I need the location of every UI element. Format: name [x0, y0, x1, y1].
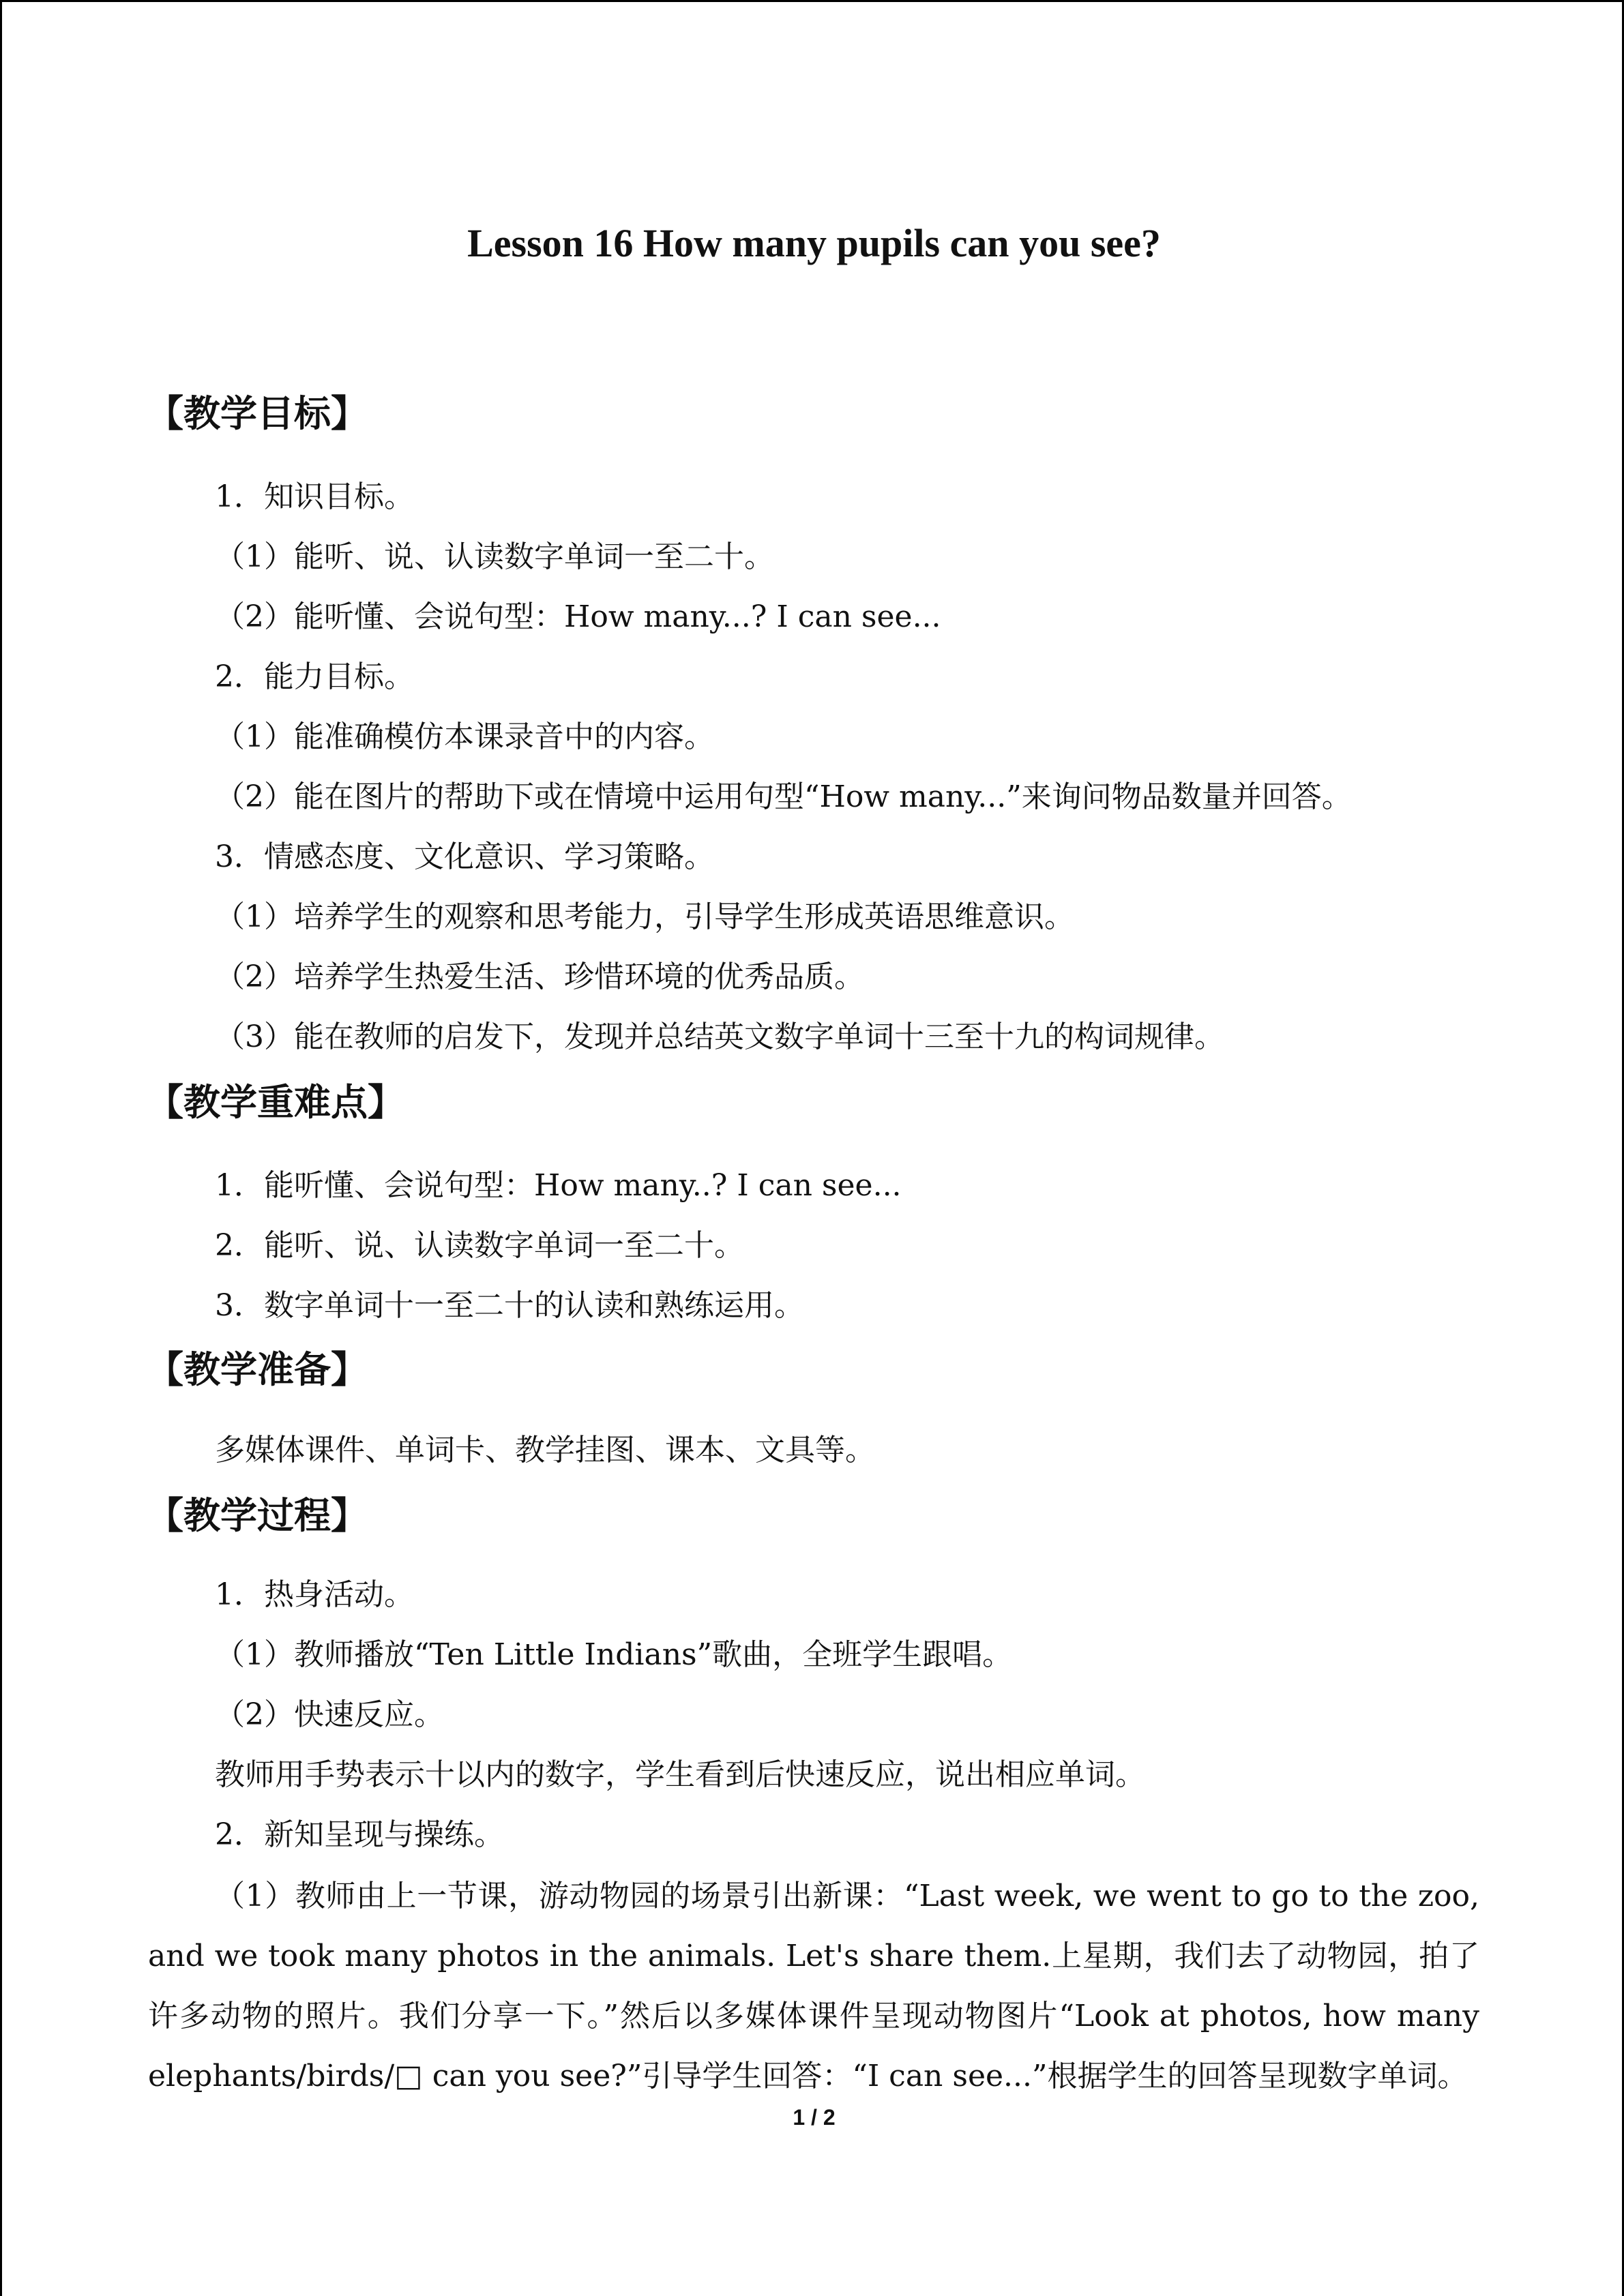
objective-line: 1．知识目标。	[215, 479, 414, 514]
key-point-line: 3．数字单词十一至二十的认读和熟练运用。	[215, 1288, 804, 1323]
objective-line: （1）能准确模仿本课录音中的内容。	[215, 719, 714, 754]
objective-line: （2）能在图片的帮助下或在情境中运用句型“How many...”来询问物品数量并回答。	[215, 779, 1352, 814]
objective-line: （1）能听、说、认读数字单词一至二十。	[215, 539, 774, 574]
process-line: （2）快速反应。	[215, 1697, 444, 1732]
document-title: Lesson 16 How many pupils can you see?	[467, 221, 1161, 265]
objective-line: （2）培养学生热爱生活、珍惜环境的优秀品质。	[215, 959, 864, 994]
process-line: 2．新知呈现与操练。	[215, 1817, 504, 1852]
key-point-line: 1．能听懂、会说句型：How many..? I can see...	[215, 1168, 902, 1203]
preparation-line: 多媒体课件、单词卡、教学挂图、课本、文具等。	[215, 1433, 875, 1467]
objective-line: （2）能听懂、会说句型：How many...? I can see...	[215, 599, 941, 634]
objective-line: （3）能在教师的启发下，发现并总结英文数字单词十三至十九的构词规律。	[215, 1019, 1224, 1054]
process-line: 教师用手势表示十以内的数字，学生看到后快速反应，说出相应单词。	[215, 1757, 1145, 1792]
process-line: （1）教师播放“Ten Little Indians”歌曲，全班学生跟唱。	[215, 1637, 1013, 1672]
objective-line: 3．情感态度、文化意识、学习策略。	[215, 839, 714, 874]
process-line: 1．热身活动。	[215, 1577, 414, 1612]
section-heading-preparation: 【教学准备】	[147, 1348, 368, 1391]
section-heading-key-points: 【教学重难点】	[147, 1081, 404, 1124]
key-point-line: 2．能听、说、认读数字单词一至二十。	[215, 1228, 744, 1263]
objective-line: 2．能力目标。	[215, 659, 414, 694]
section-heading-objectives: 【教学目标】	[147, 392, 368, 435]
process-paragraph: （1）教师由上一节课，游动物园的场景引出新课：“Last week, we went to go to the zoo, and we took many photos in the animals. Let's share them.上星期，我们去了动物园，拍了许多动物的照片。我们分享一下。”然后以多媒体课件呈现动物图片“Look at photos, how many elephants/birds/□ can you see?”引导学生回答：“I can see...”根据学生的回答呈现数字单词。	[148, 1879, 1479, 2093]
page-indicator: 1 / 2	[793, 2105, 836, 2130]
objective-line: （1）培养学生的观察和思考能力，引导学生形成英语思维意识。	[215, 899, 1074, 934]
section-heading-process: 【教学过程】	[147, 1494, 368, 1537]
